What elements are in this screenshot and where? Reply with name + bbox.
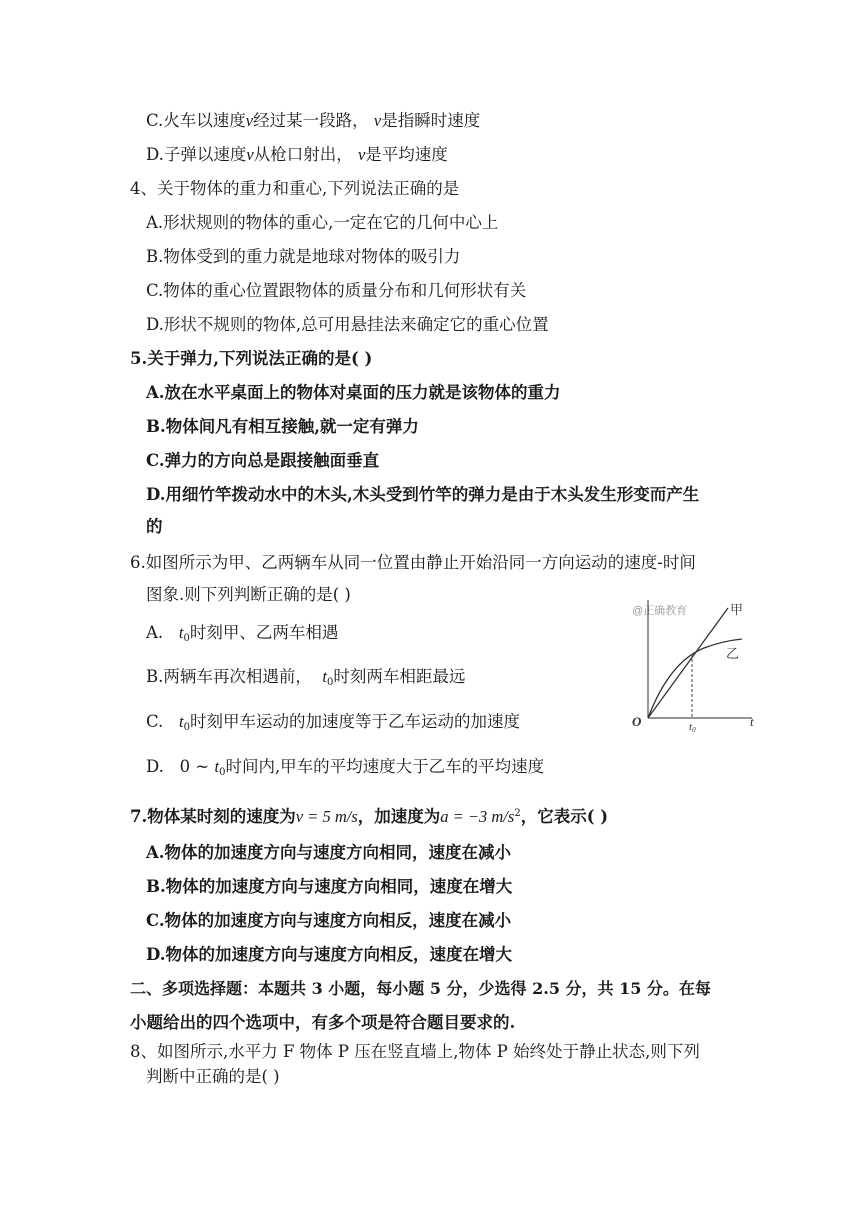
graph-label-jia: 甲 xyxy=(730,603,744,618)
section2-heading-line1: 二、多项选择题：本题共 3 小题，每小题 5 分，少选得 2.5 分，共 15 分。在每 xyxy=(130,979,711,998)
q8-stem-line2: 判断中正确的是( ) xyxy=(146,1067,280,1086)
q5-option-a: A.放在水平桌面上的物体对桌面的压力就是该物体的重力 xyxy=(146,383,561,402)
q4-option-c: C.物体的重心位置跟物体的质量分布和几何形状有关 xyxy=(146,281,527,300)
q6-stem-line1: 6.如图所示为甲、乙两辆车从同一位置由静止开始沿同一方向运动的速度-时间 xyxy=(130,553,696,572)
section2-heading-line2: 小题给出的四个选项中，有多个项是符合题目要求的. xyxy=(130,1013,516,1032)
q6-option-d: D. 0 ~ $t_0$时间内,甲车的平均速度大于乙车的平均速度 xyxy=(146,757,545,778)
graph-line-jia xyxy=(648,608,728,718)
q4-stem: 4、关于物体的重力和重心,下列说法正确的是 xyxy=(130,179,460,198)
q7-option-c: C.物体的加速度方向与速度方向相反，速度在减小 xyxy=(146,911,512,930)
q8-stem-line1: 8、如图所示,水平力 F 物体 P 压在竖直墙上,物体 P 始终处于静止状态,则下列 xyxy=(130,1042,700,1061)
velocity-time-graph xyxy=(628,596,760,738)
q6-option-a: A. $t_0$时刻甲、乙两车相遇 xyxy=(146,623,339,644)
graph-label-yi: 乙 xyxy=(726,647,740,662)
q4-option-b: B.物体受到的重力就是地球对物体的吸引力 xyxy=(146,247,461,266)
q7-option-a: A.物体的加速度方向与速度方向相同，速度在减小 xyxy=(146,843,512,862)
q4-option-d: D.形状不规则的物体,总可用悬挂法来确定它的重心位置 xyxy=(146,315,549,334)
q6-option-b: B.两辆车再次相遇前， $t_0$时刻两车相距最远 xyxy=(146,667,466,688)
q7-option-b: B.物体的加速度方向与速度方向相同，速度在增大 xyxy=(146,877,513,896)
q5-option-d: D.用细竹竿拨动水中的木头,木头受到竹竿的弹力是由于木头发生形变而产生 xyxy=(146,485,700,504)
q5-option-c: C.弹力的方向总是跟接触面垂直 xyxy=(146,451,380,470)
graph-origin-label: O xyxy=(632,714,642,729)
graph-watermark: @正确教育 xyxy=(632,605,688,617)
graph-t0-label: t0 xyxy=(689,721,696,734)
q6-stem-line2: 图象.则下列判断正确的是( ) xyxy=(146,585,351,604)
q3-option-d: D.子弹以速度v从枪口射出， v是平均速度 xyxy=(146,145,448,164)
q5-option-b: B.物体间凡有相互接触,就一定有弹力 xyxy=(146,417,419,436)
q6-option-c: C. $t_0$时刻甲车运动的加速度等于乙车运动的加速度 xyxy=(146,712,521,733)
q5-option-d-wrap: 的 xyxy=(146,517,163,536)
q4-option-a: A.形状规则的物体的重心,一定在它的几何中心上 xyxy=(146,213,499,232)
q3-option-c: C.火车以速度v经过某一段路， v是指瞬时速度 xyxy=(146,111,481,130)
q5-stem: 5.关于弹力,下列说法正确的是( ) xyxy=(130,349,373,368)
q7-option-d: D.物体的加速度方向与速度方向相反，速度在增大 xyxy=(146,945,512,964)
graph-t-axis-label: t xyxy=(750,714,754,729)
q7-stem: 7.物体某时刻的速度为v = 5 m/s，加速度为a = −3 $m/s^2$，它表示( ) xyxy=(130,807,609,826)
